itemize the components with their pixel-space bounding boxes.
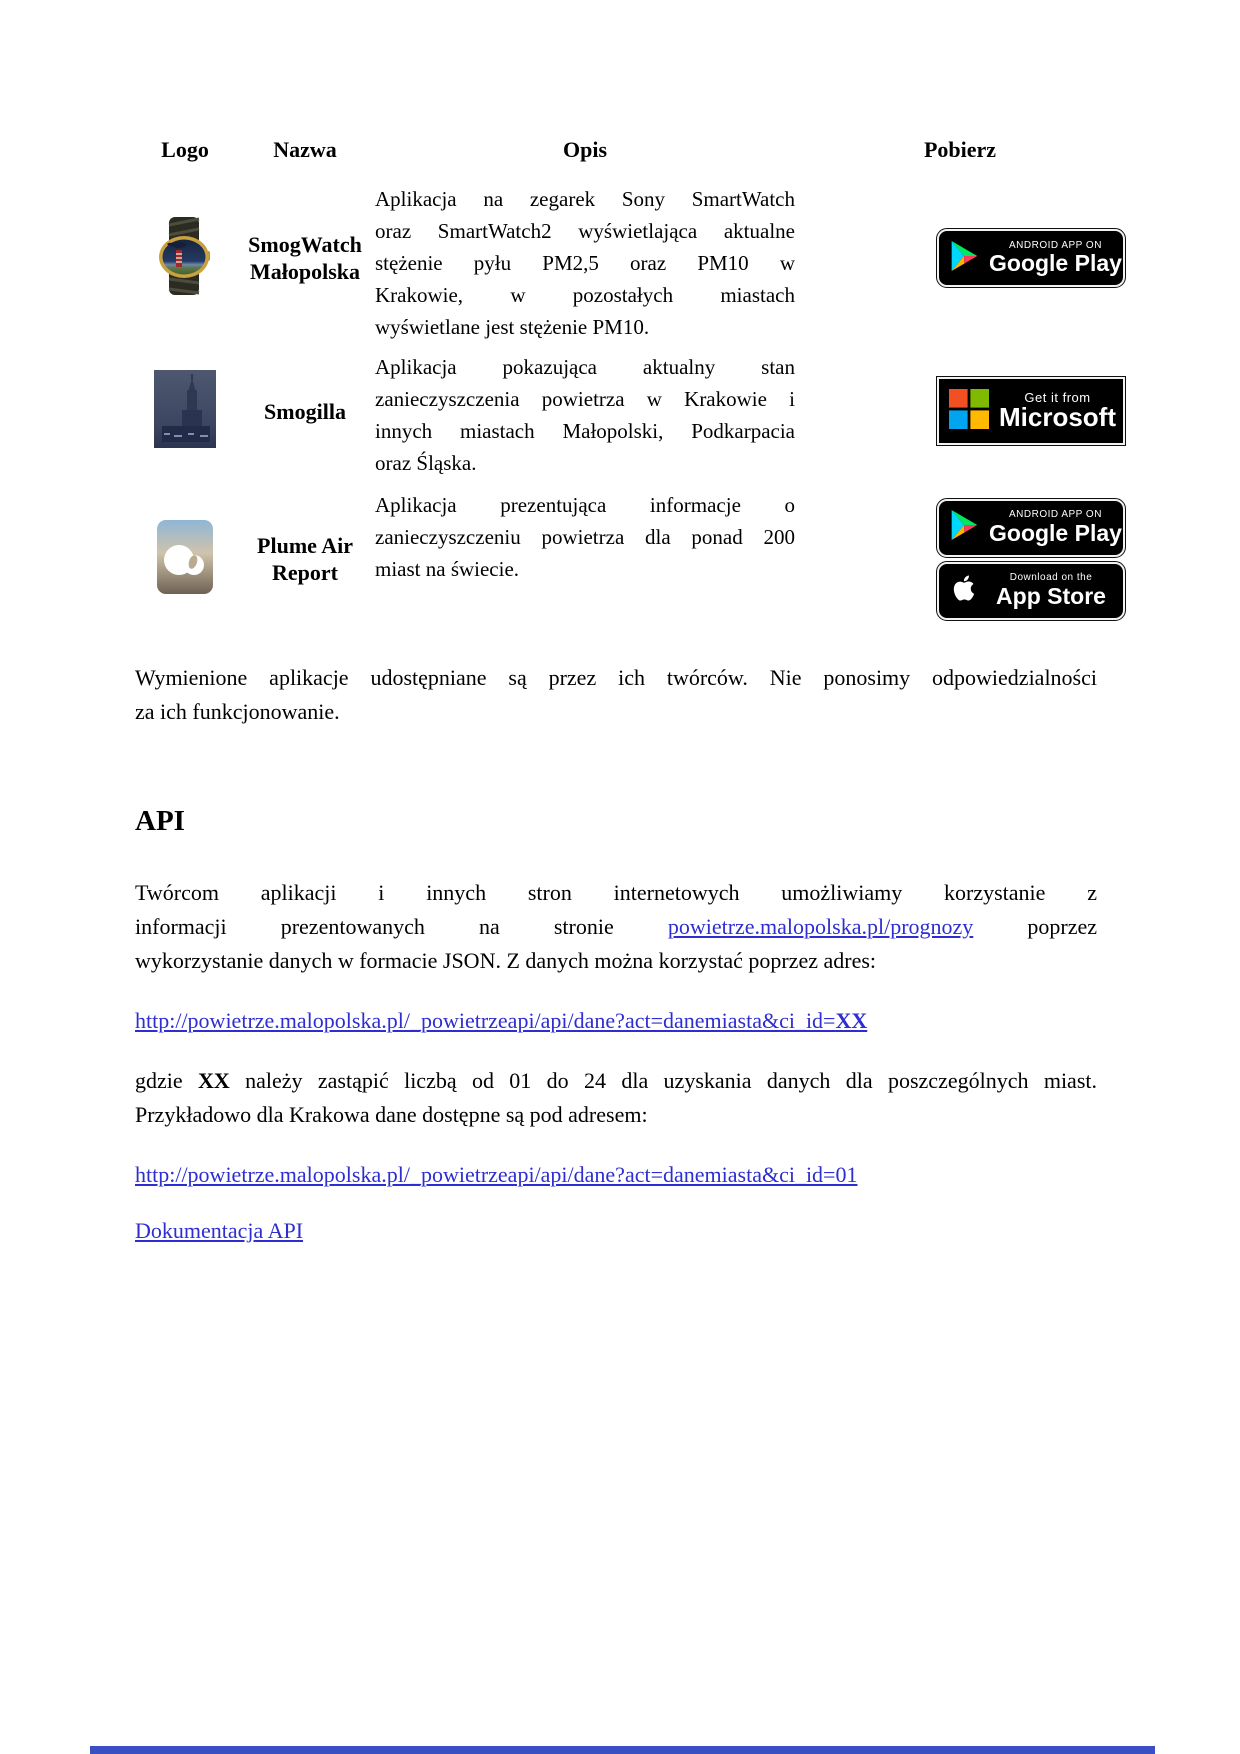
description-line: zanieczyszczeniu powietrza dla ponad 200: [375, 525, 795, 549]
download-cell-smogilla: [795, 345, 1125, 477]
badge-caption: ANDROID APP ON: [1008, 239, 1102, 251]
app-name-line: Report: [272, 560, 338, 585]
paragraph-line: Twórcom aplikacji i innych stron internetowych umożliwiamy korzystanie z: [135, 880, 1097, 905]
description-line: Aplikacja pokazująca aktualny stan: [375, 355, 795, 379]
table-row: [135, 483, 235, 635]
google-play-icon: [949, 239, 979, 278]
url-text: http://powietrze.malopolska.pl/_powietrzeapi/api/dane?act=danemiasta&ci_id=: [135, 1008, 836, 1033]
description-line: wyświetlane jest stężenie PM10.: [375, 315, 650, 339]
microsoft-logo-icon: [949, 389, 989, 434]
disclaimer-line: Wymienione aplikacje udostępniane są przez ich twórców. Nie ponosimy odpowiedzialności: [135, 665, 1097, 690]
google-play-badge[interactable]: [937, 499, 1125, 557]
cloud-gradient-logo-icon: [157, 520, 213, 599]
prognozy-link[interactable]: powietrze.malopolska.pl/prognozy: [667, 914, 974, 939]
badge-store-name: App Store: [996, 582, 1106, 609]
paragraph-line: Przykładowo dla Krakowa dane dostępne są pod adresem:: [135, 1102, 648, 1127]
paragraph-line: [135, 910, 1097, 944]
microsoft-store-badge[interactable]: [937, 377, 1125, 445]
badge-caption: ANDROID APP ON: [1008, 509, 1102, 521]
google-play-icon: [949, 508, 979, 547]
description-line: Aplikacja na zegarek Sony SmartWatch: [375, 187, 795, 211]
api-intro-paragraph: [135, 876, 1097, 978]
api-url-line: [135, 1008, 1125, 1034]
google-play-badge[interactable]: [937, 229, 1125, 287]
url-xx-placeholder: XX: [835, 1008, 868, 1033]
api-url-xx-link[interactable]: [135, 1008, 867, 1033]
footer-accent-bar: [90, 1746, 1155, 1754]
app-description-smogwatch: [375, 177, 795, 345]
api-usage-paragraph: [135, 1064, 1097, 1132]
apple-logo-icon: [949, 571, 979, 610]
smartwatch-factory-logo-icon: [156, 217, 214, 300]
paragraph-text: informacji prezentowanych: [135, 914, 425, 939]
column-header-opis: Opis: [562, 137, 608, 162]
app-name-line: Smogilla: [264, 398, 346, 424]
api-url-krakow-link[interactable]: http://powietrze.malopolska.pl/_powietrzeapi/api/dane?act=danemiasta&ci_id=01: [135, 1162, 858, 1187]
description-line: stężenie pyłu PM2,5 oraz PM10 w: [375, 251, 795, 275]
paragraph-text: gdzie: [135, 1068, 198, 1093]
badge-store-name: Google Play: [989, 519, 1122, 546]
description-line: innych miastach Małopolski, Podkarpacia: [375, 419, 795, 443]
disclaimer-paragraph: [135, 661, 1097, 729]
app-name-plume: [235, 483, 375, 635]
description-line: zanieczyszczenia powietrza w Krakowie i: [375, 387, 795, 411]
column-header-nazwa: Nazwa: [273, 137, 337, 162]
description-line: miast na świecie.: [375, 557, 520, 581]
api-url-line-krakow: [135, 1162, 1125, 1188]
app-name-smogilla: [235, 345, 375, 477]
paragraph-text: na: [478, 914, 500, 939]
paragraph-line: wykorzystanie danych w formacie JSON. Z danych można korzystać poprzez adres:: [135, 948, 877, 973]
api-section-heading: API: [135, 805, 185, 837]
app-store-badge[interactable]: [937, 562, 1125, 620]
badge-store-name: Google Play: [989, 250, 1122, 277]
paragraph-text: stronie: [553, 914, 614, 939]
column-header-logo: Logo: [161, 137, 209, 162]
paragraph-text: poprzez: [1027, 914, 1098, 939]
api-doc-line: [135, 1218, 1125, 1244]
disclaimer-line: za ich funkcjonowanie.: [135, 699, 340, 724]
app-name-line: Małopolska: [249, 259, 361, 284]
app-name-smogwatch: [235, 177, 375, 339]
download-cell-smogwatch: [795, 177, 1125, 339]
description-line: oraz SmartWatch2 wyświetlająca aktualne: [375, 219, 795, 243]
badge-store-name: Microsoft: [999, 402, 1116, 433]
api-documentation-link[interactable]: Dokumentacja API: [135, 1218, 304, 1243]
download-cell-plume: [795, 483, 1125, 635]
page-content: [135, 137, 1125, 1244]
badge-caption: Get it from: [1024, 389, 1091, 405]
badge-caption: Download on the: [1009, 572, 1093, 584]
smoggy-city-photo-logo-icon: [154, 370, 216, 453]
paragraph-line: [135, 1064, 1097, 1098]
column-header-pobierz: Pobierz: [923, 137, 997, 162]
app-description-smogilla: [375, 345, 795, 483]
description-line: Aplikacja prezentująca informacje o: [375, 493, 795, 517]
app-name-line: SmogWatch: [248, 232, 362, 257]
apps-table: [135, 137, 1125, 641]
xx-placeholder: XX: [198, 1068, 230, 1093]
table-row: [135, 345, 235, 477]
paragraph-text: należy zastąpić liczbą od 01 do 24 dla uzyskania danych dla poszczególnych miast.: [229, 1068, 1097, 1093]
description-line: oraz Śląska.: [375, 451, 477, 475]
app-description-plume: [375, 483, 795, 641]
table-row: [135, 177, 235, 339]
app-name-line: Plume Air: [257, 533, 353, 558]
description-line: Krakowie, w pozostałych miastach: [375, 283, 795, 307]
